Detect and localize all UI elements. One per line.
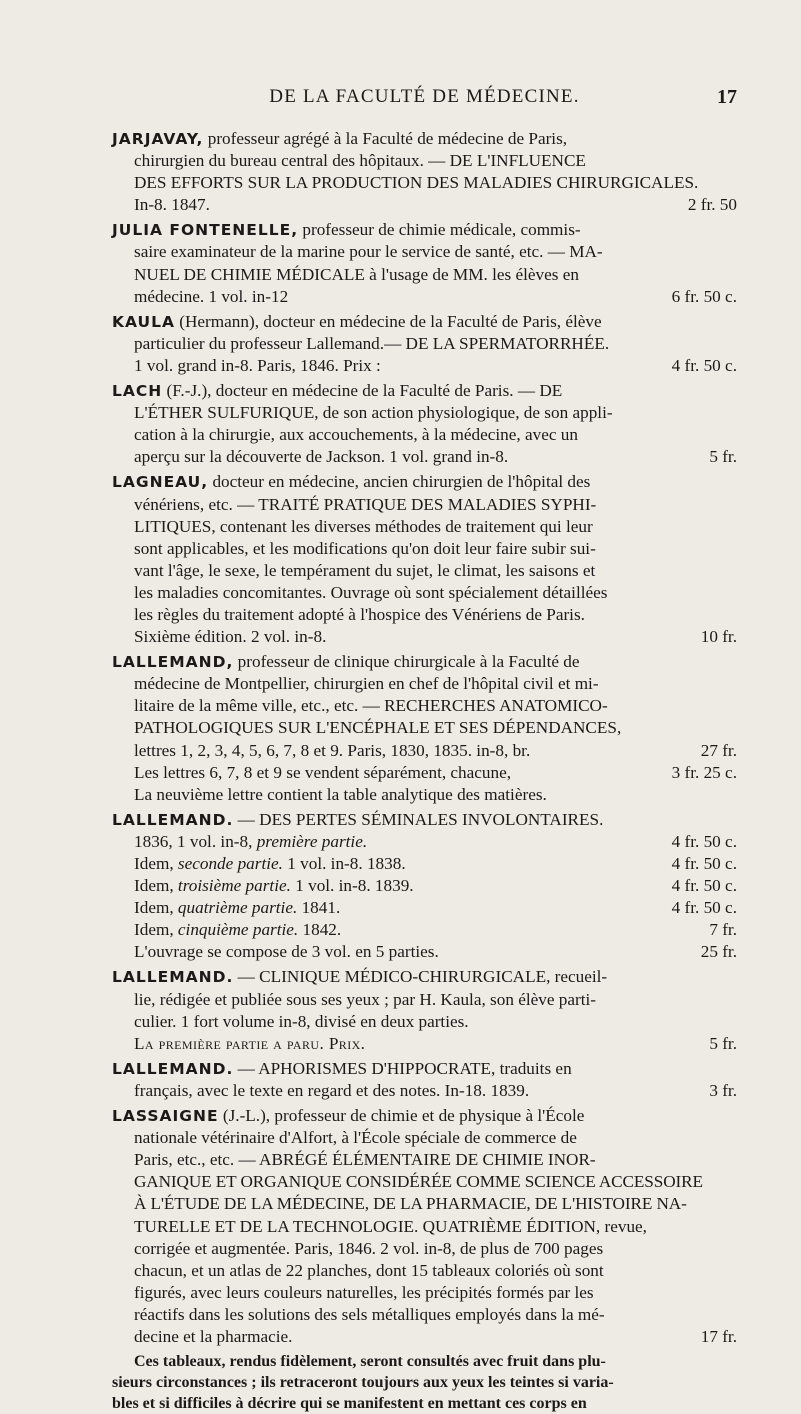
catalogue-entry-lassaigne bbox=[112, 1105, 737, 1348]
author-name: LALLEMAND, bbox=[112, 653, 234, 672]
edition-text: Idem, bbox=[134, 920, 174, 940]
edition-row bbox=[112, 941, 737, 963]
price: 2 fr. 50 bbox=[687, 195, 737, 215]
price: 4 fr. 50 c. bbox=[671, 898, 737, 918]
catalogue-entry-lallemand-aphorismes bbox=[112, 1058, 737, 1102]
entry-text: Sixième édition. 2 vol. in-8. bbox=[134, 627, 327, 647]
edition-row bbox=[112, 853, 737, 875]
entry-text: corrigée et augmentée. Paris, 1846. 2 vol. in-8, de plus de 700 pages bbox=[134, 1238, 604, 1258]
entry-text: médecine de Montpellier, chirurgien en chef de l'hôpital civil et mi- bbox=[134, 674, 599, 694]
edition-text: Idem, bbox=[134, 854, 174, 873]
edition-part: première partie. bbox=[256, 831, 368, 851]
edition-text: 1 vol. in-8. 1839. bbox=[295, 876, 414, 896]
catalogue-entry-lallemand-pertes bbox=[112, 809, 737, 964]
entry-text: français, avec le texte en regard et des notes. In-18. 1839. bbox=[134, 1080, 530, 1100]
entry-text: docteur en médecine, ancien chirurgien de l'hôpital des bbox=[212, 472, 591, 492]
author-name: LACH bbox=[112, 382, 163, 401]
price: 27 fr. bbox=[700, 740, 737, 760]
edition-row bbox=[112, 875, 737, 897]
entry-text: (F.-J.), docteur en médecine de la Faculté de Paris. — DE bbox=[166, 381, 563, 401]
price: 3 fr. bbox=[709, 1080, 737, 1100]
catalogue-entry-jarjavay bbox=[112, 128, 737, 216]
author-name: JARJAVAY, bbox=[112, 130, 204, 148]
edition-text: 1 vol. in-8. 1838. bbox=[287, 854, 406, 873]
entry-text: L'ÉTHER SULFURIQUE, de son action physiologique, de son appli- bbox=[134, 403, 613, 423]
entry-text: À L'ÉTUDE DE LA MÉDECINE, DE LA PHARMACIE, DE L'HISTOIRE NA- bbox=[134, 1194, 687, 1214]
author-name: LALLEMAND. bbox=[112, 1059, 234, 1078]
edition-part: troisième partie. bbox=[177, 876, 291, 896]
entry-text: les maladies concomitantes. Ouvrage où sont spécialement détaillées bbox=[134, 582, 608, 602]
entry-text: particulier du professeur Lallemand.— DE LA SPERMATORRHÉE. bbox=[134, 333, 610, 353]
edition-text: 1836, 1 vol. in-8, bbox=[134, 831, 253, 851]
edition-row bbox=[112, 831, 737, 853]
edition-text: 1842. bbox=[302, 920, 342, 940]
entry-text: saire examinateur de la marine pour le service de santé, etc. — MA- bbox=[134, 242, 603, 262]
author-name: LASSAIGNE bbox=[112, 1107, 219, 1126]
entry-text: PATHOLOGIQUES SUR L'ENCÉPHALE ET SES DÉPENDANCES, bbox=[134, 718, 622, 738]
author-name: JULIA FONTENELLE, bbox=[112, 221, 299, 240]
edition-part: quatrième partie. bbox=[177, 898, 298, 918]
edition-text: 1841. bbox=[301, 898, 341, 918]
price: 17 fr. bbox=[700, 1326, 737, 1346]
catalogue-entry-lagneau bbox=[112, 471, 737, 648]
entry-text: — DES PERTES SÉMINALES INVOLONTAIRES. bbox=[237, 809, 604, 829]
price: 4 fr. 50 c. bbox=[671, 355, 737, 375]
entry-text: professeur de chimie médicale, commis- bbox=[302, 220, 581, 240]
entry-text: 1 vol. grand in-8. Paris, 1846. Prix : bbox=[134, 355, 381, 375]
entry-text: Paris, etc., etc. — ABRÉGÉ ÉLÉMENTAIRE DE CHIMIE INOR- bbox=[134, 1150, 596, 1170]
author-name: LALLEMAND. bbox=[112, 810, 234, 829]
entry-text: litaire de la même ville, etc., etc. — RECHERCHES ANATOMICO- bbox=[134, 696, 608, 716]
entry-text: lettres 1, 2, 3, 4, 5, 6, 7, 8 et 9. Paris, 1830, 1835. in-8, br. bbox=[134, 740, 531, 760]
running-title: DE LA FACULTÉ DE MÉDECINE. bbox=[269, 86, 580, 107]
edition-text: Idem, bbox=[134, 898, 174, 918]
entry-text: La neuvième lettre contient la table analytique des matières. bbox=[134, 784, 547, 804]
catalogue-entry-lach bbox=[112, 380, 737, 468]
entry-text: DES EFFORTS SUR LA PRODUCTION DES MALADIES CHIRURGICALES. bbox=[134, 173, 699, 193]
entry-text: culier. 1 fort volume in-8, divisé en deux parties. bbox=[134, 1011, 469, 1031]
entry-text: LITIQUES, contenant les diverses méthodes de traitement qui leur bbox=[134, 516, 593, 536]
catalogue-entry-lallemand-recherches bbox=[112, 651, 737, 806]
note-line: bles et si difficiles à décrire qui se manifestent en mettant ces corps en bbox=[112, 1395, 587, 1413]
entry-text: (Hermann), docteur en médecine de la Faculté de Paris, élève bbox=[179, 311, 602, 331]
entry-text: La première partie a paru. Prix. bbox=[134, 1033, 366, 1053]
entry-text: vant l'âge, le sexe, le tempérament du sujet, le climat, les saisons et bbox=[134, 560, 596, 580]
entry-text: TURELLE ET DE LA TECHNOLOGIE. QUATRIÈME ÉDITION, revue, bbox=[134, 1216, 647, 1236]
price: 25 fr. bbox=[700, 942, 737, 962]
catalogue-entry-julia-fontenelle bbox=[112, 219, 737, 307]
catalogue-entry-kaula bbox=[112, 311, 737, 377]
catalogue-entry-lallemand-clinique bbox=[112, 966, 737, 1054]
entry-text: — CLINIQUE MÉDICO-CHIRURGICALE, recueil- bbox=[237, 967, 608, 987]
entry-text: Les lettres 6, 7, 8 et 9 se vendent séparément, chacune, bbox=[134, 762, 512, 782]
entry-text: (J.-L.), professeur de chimie et de physique à l'École bbox=[222, 1106, 585, 1126]
note-line: Ces tableaux, rendus fidèlement, seront consultés avec fruit dans plu- bbox=[134, 1353, 606, 1371]
price: 10 fr. bbox=[700, 627, 737, 647]
entry-text: decine et la pharmacie. bbox=[134, 1326, 293, 1346]
author-name: KAULA bbox=[112, 312, 175, 331]
author-name: LAGNEAU, bbox=[112, 473, 209, 492]
edition-text: Idem, bbox=[134, 876, 174, 896]
entry-text: GANIQUE ET ORGANIQUE CONSIDÉRÉE COMME SCIENCE ACCESSOIRE bbox=[134, 1172, 703, 1192]
entry-text: les règles du traitement adopté à l'hospice des Vénériens de Paris. bbox=[134, 604, 585, 624]
running-head bbox=[112, 86, 737, 114]
price: 3 fr. 25 c. bbox=[671, 762, 737, 782]
edition-part: seconde partie. bbox=[177, 854, 283, 873]
entry-text: aperçu sur la découverte de Jackson. 1 vol. grand in-8. bbox=[134, 447, 509, 467]
price: 5 fr. bbox=[709, 1033, 737, 1053]
page-number: 17 bbox=[717, 86, 737, 108]
price: 6 fr. 50 c. bbox=[671, 286, 737, 306]
entry-text: figurés, avec leurs couleurs naturelles, les précipités formés par les bbox=[134, 1282, 594, 1302]
catalogue-entries bbox=[112, 128, 737, 1414]
entry-text: professeur de clinique chirurgicale à la Faculté de bbox=[237, 652, 580, 672]
entry-text: — APHORISMES D'HIPPOCRATE, traduits en bbox=[237, 1058, 572, 1078]
entry-text: sont applicables, et les modifications qu'on doit leur faire subir sui- bbox=[134, 538, 596, 558]
price: 4 fr. 50 c. bbox=[671, 876, 737, 896]
edition-part: cinquième partie. bbox=[177, 920, 299, 940]
entry-text: professeur agrégé à la Faculté de médecine de Paris, bbox=[207, 129, 568, 148]
author-name: LALLEMAND. bbox=[112, 968, 234, 987]
entry-text: chirurgien du bureau central des hôpitaux. — DE L'INFLUENCE bbox=[134, 151, 586, 171]
entry-text: nationale vétérinaire d'Alfort, à l'École spéciale de commerce de bbox=[134, 1128, 577, 1148]
note-line: sieurs circonstances ; ils retraceront toujours aux yeux les teintes si varia- bbox=[112, 1374, 614, 1392]
entry-text: médecine. 1 vol. in-12 bbox=[134, 286, 289, 306]
edition-row bbox=[112, 897, 737, 919]
edition-row bbox=[112, 919, 737, 941]
footnote-paragraph bbox=[112, 1351, 737, 1414]
entry-text: cation à la chirurgie, aux accouchements, à la médecine, avec un bbox=[134, 425, 578, 445]
entry-text: In-8. 1847. bbox=[134, 195, 210, 215]
price: 4 fr. 50 c. bbox=[671, 831, 737, 851]
price: 5 fr. bbox=[709, 447, 737, 467]
entry-text: NUEL DE CHIMIE MÉDICALE à l'usage de MM. les élèves en bbox=[134, 264, 579, 284]
entry-text: réactifs dans les solutions des sels métalliques employés dans la mé- bbox=[134, 1304, 605, 1324]
entry-text: vénériens, etc. — TRAITÉ PRATIQUE DES MALADIES SYPHI- bbox=[134, 494, 597, 514]
entry-text: chacun, et un atlas de 22 planches, dont 15 tableaux coloriés où sont bbox=[134, 1260, 604, 1280]
price: 7 fr. bbox=[709, 920, 737, 940]
edition-text: L'ouvrage se compose de 3 vol. en 5 parties. bbox=[134, 942, 439, 962]
price: 4 fr. 50 c. bbox=[671, 854, 737, 873]
entry-text: lie, rédigée et publiée sous ses yeux ; par H. Kaula, son élève parti- bbox=[134, 989, 596, 1009]
